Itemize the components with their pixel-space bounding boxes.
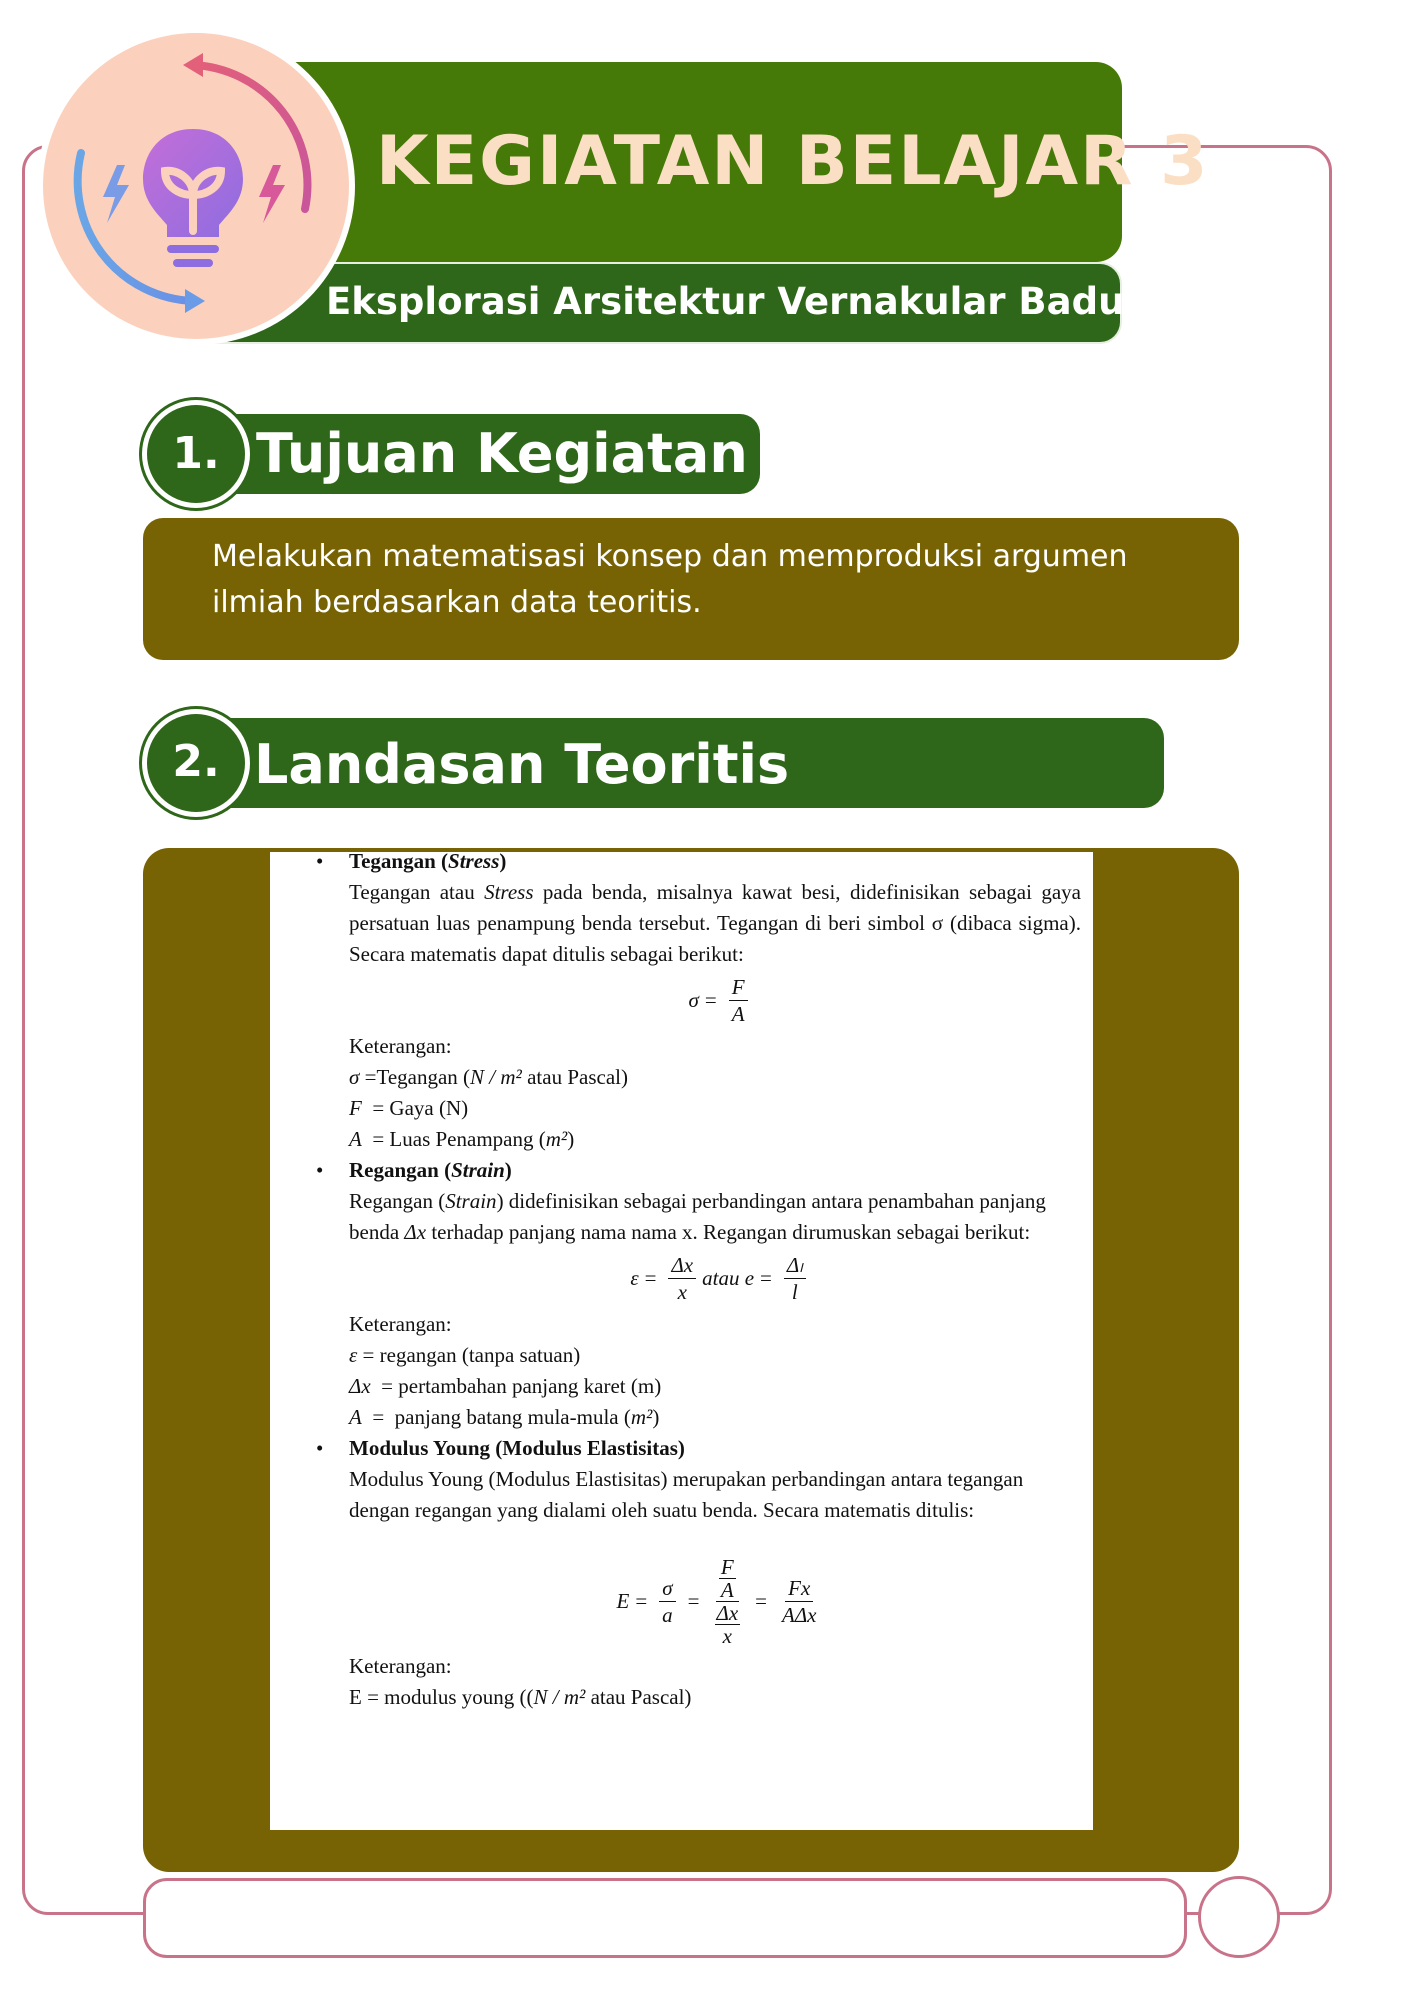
strain-ket-3: A = panjang batang mula-mula (m²) [349, 1405, 660, 1429]
strain-item [270, 1155, 1093, 1433]
strain-formula: ε = $\frac{\Delta x}{x}$ atau e = $\frac{\text{Δₗ}}{l}$ [349, 1252, 1093, 1305]
stress-ket-label: Keterangan: [349, 1034, 452, 1058]
young-ket-label: Keterangan: [349, 1654, 452, 1678]
strain-ket-label: Keterangan: [349, 1312, 452, 1336]
section1-number: 1. [172, 428, 220, 479]
theory-content [270, 846, 1093, 1713]
young-ket-1: E = modulus young ((N / m² atau Pascal) [349, 1685, 692, 1709]
young-definition: Modulus Young (Modulus Elastisitas) merupakan perbandingan antara tegangan dengan regangan yang dialami oleh suatu benda. Secara matematis ditulis: [349, 1467, 1024, 1522]
footer-circle [1198, 1876, 1280, 1958]
footer-bar [143, 1878, 1187, 1958]
lightbulb-sprout-icon [43, 33, 349, 339]
young-heading: Modulus Young (Modulus Elastisitas) [349, 1436, 685, 1460]
page-subtitle: Eksplorasi Arsitektur Vernakular Baduy [326, 280, 1149, 323]
page-title: KEGIATAN BELAJAR 3 [376, 122, 1210, 201]
young-formula: E = $\frac{\sigma}{a}$ = F A Δx x = $\frac{Fx}{\text{AΔx}}$ [616, 1555, 817, 1648]
bullet: • [316, 849, 324, 873]
strain-ket-1: ε = regangan (tanpa satuan) [349, 1343, 581, 1367]
stress-definition: Tegangan atau Stress pada benda, misalnya kawat besi, didefinisikan sebagai gaya persatuan luas penampung benda tersebut. Tegangan di beri simbol σ (dibaca sigma). Secara matematis dapat ditulis sebagai berikut: [349, 880, 1081, 966]
bullet: • [316, 1436, 324, 1460]
stress-item [270, 846, 1093, 1155]
stress-ket-3: A = Luas Penampang (m²) [349, 1127, 575, 1151]
young-item [270, 1433, 1093, 1713]
young-compound-fraction: F A Δx x [716, 1555, 739, 1648]
stress-ket-1: σ =Tegangan (N / m² atau Pascal) [349, 1065, 628, 1089]
bullet: • [316, 1158, 324, 1182]
strain-ket-2: Δx = pertambahan panjang karet (m) [349, 1374, 662, 1398]
section2-title: Landasan Teoritis [254, 733, 790, 796]
header-icon-badge [43, 33, 349, 339]
section2-number: 2. [172, 736, 220, 787]
stress-ket-2: F = Gaya (N) [349, 1096, 469, 1120]
stress-heading: Tegangan (Stress) [349, 849, 507, 873]
strain-heading: Regangan (Strain) [349, 1158, 512, 1182]
strain-definition: Regangan (Strain) didefinisikan sebagai perbandingan antara penambahan panjang benda Δx terhadap panjang nama nama x. Regangan dirumuskan sebagai berikut: [349, 1189, 1046, 1244]
stress-formula: σ = $\frac{F}{A}$ [349, 974, 1093, 1027]
objective-text: Melakukan matematisasi konsep dan memproduksi argumen ilmiah berdasarkan data teoritis. [212, 539, 1128, 620]
section1-title: Tujuan Kegiatan [256, 422, 748, 485]
